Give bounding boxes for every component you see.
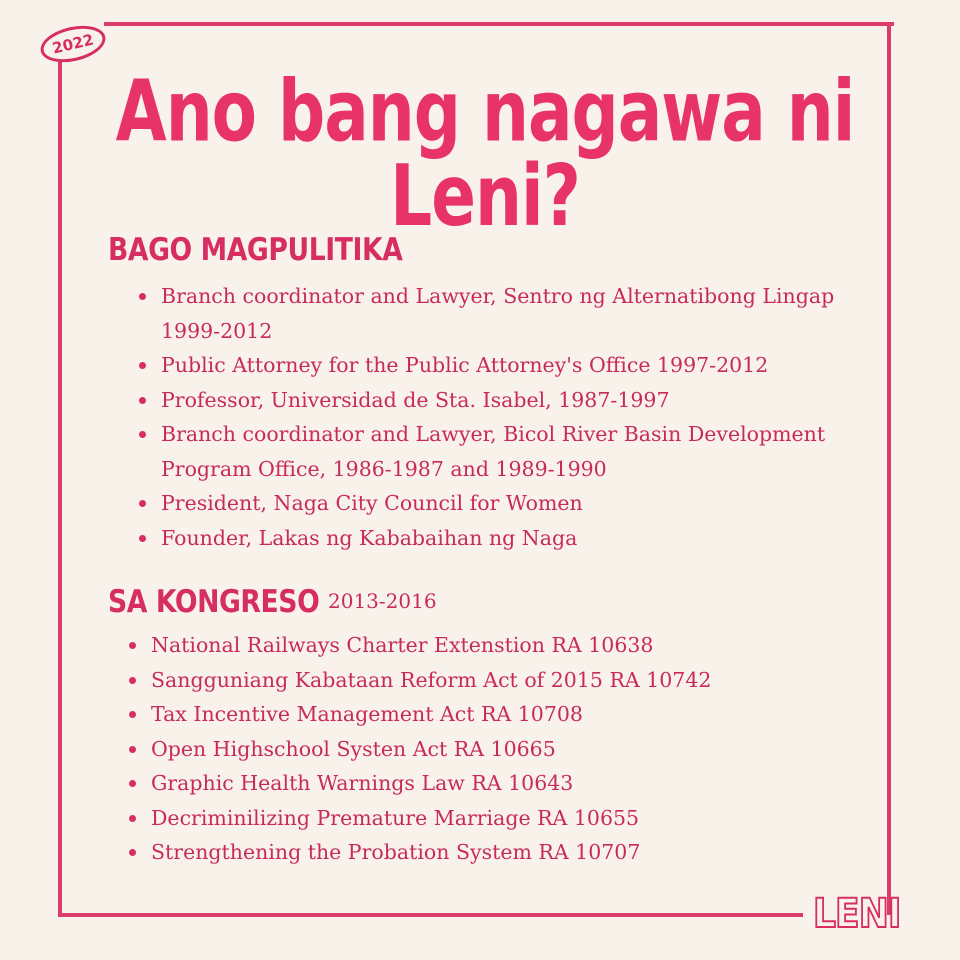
section-heading-bago-magpulitika: BAGO MAGPULITIKA <box>108 232 403 268</box>
frame-right-border <box>887 22 891 915</box>
list-item: Sangguniang Kabataan Reform Act of 2015 RA 10742 <box>127 663 827 698</box>
list-item: Graphic Health Warnings Law RA 10643 <box>127 766 827 801</box>
list-item: Branch coordinator and Lawyer, Sentro ng Alternatibong Lingap 1999-2012 <box>137 279 837 348</box>
frame-left-border <box>58 62 62 917</box>
list-item: Decriminilizing Premature Marriage RA 10655 <box>127 801 827 836</box>
list-item: National Railways Charter Extenstion RA 10638 <box>127 628 827 663</box>
section-years: 2013-2016 <box>328 589 437 613</box>
list-item: Professor, Universidad de Sta. Isabel, 1987-1997 <box>137 383 837 418</box>
list-item: Public Attorney for the Public Attorney's Office 1997-2012 <box>137 348 837 383</box>
list-bago-magpulitika <box>137 279 837 555</box>
frame-bottom-border <box>58 913 803 917</box>
list-item: Strengthening the Probation System RA 10707 <box>127 835 827 870</box>
year-badge: 2022 <box>37 20 109 68</box>
list-item: Tax Incentive Management Act RA 10708 <box>127 697 827 732</box>
list-item: Open Highschool Systen Act RA 10665 <box>127 732 827 767</box>
page-title: Ano bang nagawa ni Leni? <box>115 62 855 246</box>
list-item: Branch coordinator and Lawyer, Bicol River Basin Development Program Office, 1986-1987 and 1989-1990 <box>137 417 837 486</box>
list-item: Founder, Lakas ng Kababaihan ng Naga <box>137 521 837 556</box>
list-sa-kongreso <box>127 628 827 870</box>
leni-logo: LENI <box>813 891 901 937</box>
section-heading-sa-kongreso: SA KONGRESO <box>108 584 320 620</box>
list-item: President, Naga City Council for Women <box>137 486 837 521</box>
frame-top-border <box>104 22 894 26</box>
